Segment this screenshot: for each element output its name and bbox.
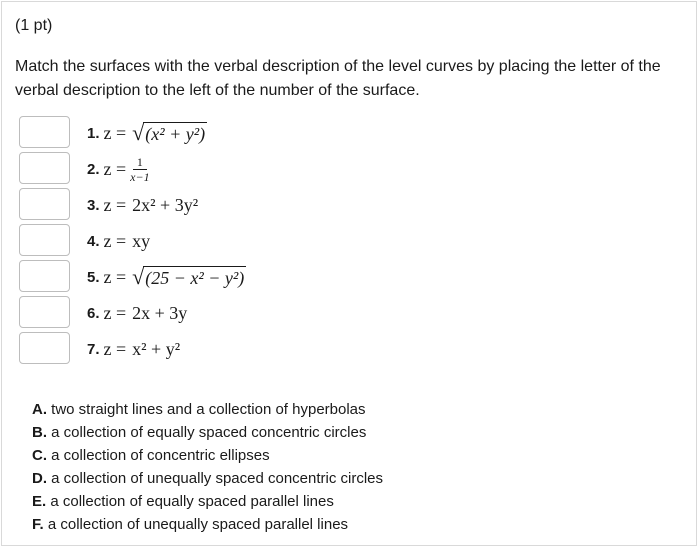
option-text: a collection of equally spaced concentric circles: [51, 424, 367, 441]
surface-row-2: [19, 152, 619, 186]
formula-prefix: z =: [103, 338, 127, 359]
formula-prefix: z =: [103, 266, 127, 287]
option-letter: D.: [32, 470, 47, 487]
fraction: [130, 156, 149, 183]
option-letter: A.: [32, 401, 47, 418]
surface-number: 6.: [87, 304, 100, 322]
formula-prefix: z =: [103, 302, 127, 323]
option-letter: C.: [32, 447, 47, 464]
option-text: a collection of unequally spaced concentric circles: [51, 470, 384, 487]
points-label: (1 pt): [15, 17, 53, 34]
option-a: [32, 398, 383, 421]
answer-input-3[interactable]: [19, 188, 70, 220]
surface-row-6: [19, 296, 619, 330]
surface-number: 2.: [87, 160, 100, 178]
surface-formula-5: [87, 260, 246, 294]
option-b: [32, 421, 383, 444]
formula-prefix: z =: [103, 230, 127, 251]
surface-number: 7.: [87, 340, 100, 358]
option-text: two straight lines and a collection of hyperbolas: [51, 401, 366, 418]
sqrt-expression: √ (25 − x² − y²): [132, 264, 245, 289]
formula-expression: x² + y²: [132, 338, 181, 359]
surface-number: 4.: [87, 232, 100, 250]
formula-prefix: z =: [103, 122, 127, 143]
surface-number: 1.: [87, 124, 100, 142]
option-text: a collection of equally spaced parallel lines: [50, 493, 334, 510]
answer-input-6[interactable]: [19, 296, 70, 328]
option-text: a collection of unequally spaced parallel lines: [47, 516, 349, 533]
surface-formula-2: [87, 152, 150, 186]
option-c: [32, 444, 383, 467]
answer-input-5[interactable]: [19, 260, 70, 292]
answer-input-2[interactable]: [19, 152, 70, 184]
option-f: [32, 513, 383, 536]
answer-input-1[interactable]: [19, 116, 70, 148]
formula-expression: 2x + 3y: [132, 302, 188, 323]
formula-expression: xy: [132, 230, 151, 251]
surface-row-1: [19, 116, 619, 150]
option-text: a collection of concentric ellipses: [51, 447, 270, 464]
surface-number: 3.: [87, 196, 100, 214]
option-letter: E.: [32, 493, 47, 510]
answer-input-7[interactable]: [19, 332, 70, 364]
radicand: (x² + y²): [145, 124, 206, 144]
surface-number: 5.: [87, 268, 100, 286]
option-e: [32, 490, 383, 513]
surface-row-4: [19, 224, 619, 258]
radicand: (25 − x² − y²): [145, 268, 245, 288]
problem-card: [1, 1, 697, 546]
surface-row-7: [19, 332, 619, 366]
fraction-numerator: 1: [133, 156, 147, 170]
answer-input-4[interactable]: [19, 224, 70, 256]
formula-prefix: z =: [103, 194, 127, 215]
option-letter: B.: [32, 424, 47, 441]
formula-prefix: z =: [103, 158, 127, 179]
instructions-text: Match the surfaces with the verbal description of the level curves by placing the letter of the verbal description to the left of the number of the surface.: [15, 58, 661, 99]
surface-formula-3: [87, 188, 198, 222]
description-options: [32, 398, 383, 536]
surface-formula-1: [87, 116, 207, 150]
sqrt-expression: √ (x² + y²): [132, 120, 206, 145]
formula-expression: 2x² + 3y²: [132, 194, 199, 215]
surface-row-3: [19, 188, 619, 222]
fraction-denominator: x−1: [130, 169, 150, 184]
surface-formula-6: [87, 296, 187, 330]
surface-row-5: [19, 260, 619, 294]
option-d: [32, 467, 383, 490]
surface-formula-7: [87, 332, 180, 366]
surface-formula-4: [87, 224, 150, 258]
option-letter: F.: [32, 516, 44, 533]
